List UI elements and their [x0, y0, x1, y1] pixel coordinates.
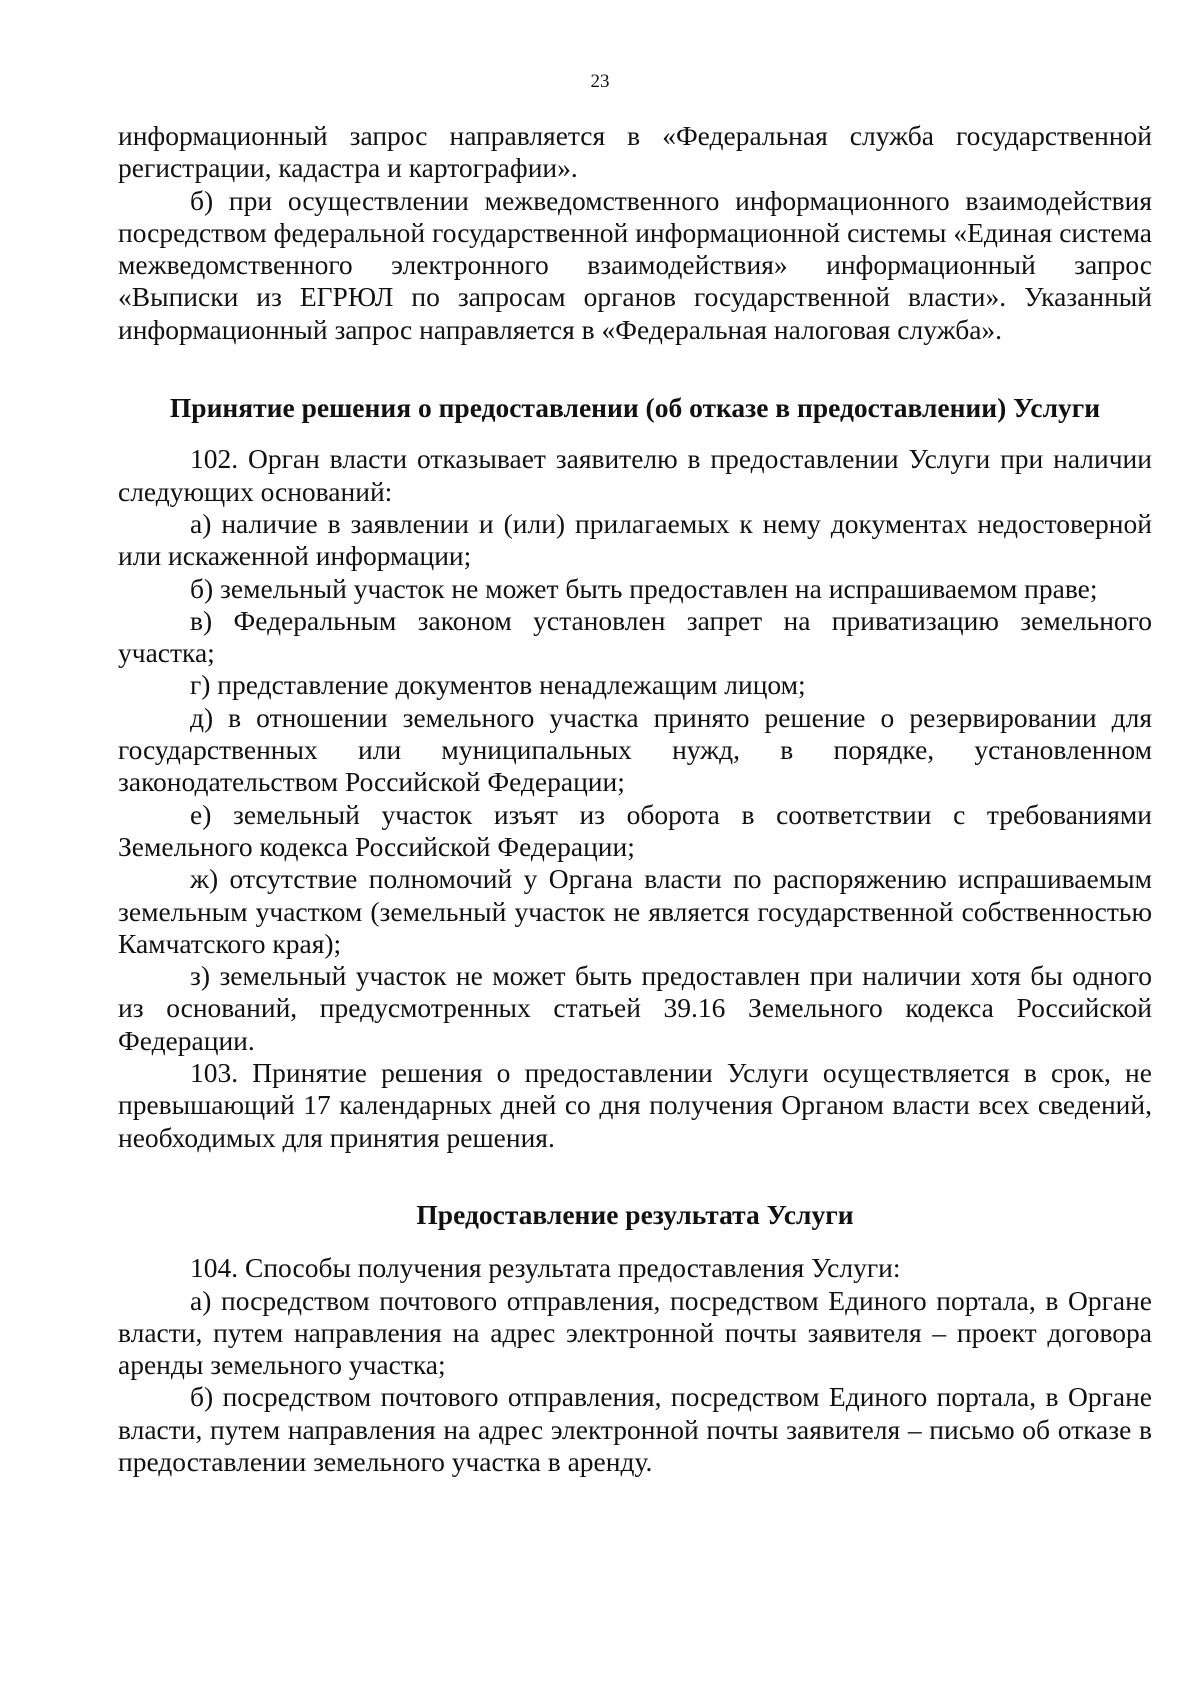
- paragraph-104: 104. Способы получения результата предоставления Услуги:: [190, 1252, 901, 1284]
- paragraph-item-b: б) земельный участок не может быть предоставлен на испрашиваемом праве;: [190, 572, 1098, 604]
- document-body: [118, 120, 1152, 1478]
- paragraph-item-e: е) земельный участок изъят из оборота в соответствии с требованиями Земельного кодекса Российской Федерации;: [118, 798, 1152, 862]
- paragraph-item-g: г) представление документов ненадлежащим лицом;: [190, 669, 806, 701]
- page-number: 23: [590, 71, 610, 92]
- spacer: [118, 424, 1152, 443]
- section-heading-decision: Принятие решения о предоставлении (об отказе в предоставлении) Услуги: [169, 392, 1101, 424]
- spacer: [118, 1231, 1152, 1252]
- paragraph-item-d: д) в отношении земельного участка принято решение о резервировании для государственных или муниципальных нужд, в порядке, установленном законодательством Российской Федерации;: [118, 701, 1152, 798]
- paragraph-item-z: з) земельный участок не может быть предоставлен при наличии хотя бы одного из оснований, предусмотренных статьей 39.16 Земельного кодекса Российской Федерации.: [118, 960, 1152, 1056]
- spacer: [118, 1154, 1152, 1199]
- paragraph-result-a: а) посредством почтового отправления, посредством Единого портала, в Органе власти, путем направления на адрес электронной почты заявителя – проект договора аренды земельного участка;: [118, 1284, 1152, 1381]
- paragraph-item-b-egrul: б) при осуществлении межведомственного информационного взаимодействия посредством федеральной государственной информационной системы «Единая система межведомственного электронного взаимодействия» информационный запрос «Выписки из ЕГРЮЛ по запросам органов государственной власти». Указанный информационный запрос направляется в «Федеральная налоговая служба».: [118, 184, 1152, 345]
- section-heading-result: Предоставление результата Услуги: [416, 1198, 854, 1230]
- spacer: [118, 346, 1152, 392]
- paragraph-result-b: б) посредством почтового отправления, посредством Единого портала, в Органе власти, путем направления на адрес электронной почты заявителя – письмо об отказе в предоставлении земельного участка в аренду.: [118, 1381, 1152, 1477]
- paragraph-item-a: а) наличие в заявлении и (или) прилагаемых к нему документах недостоверной или искаженной информации;: [118, 507, 1152, 572]
- paragraph-102: 102. Орган власти отказывает заявителю в предоставлении Услуги при наличии следующих оснований:: [118, 443, 1152, 507]
- paragraph-103: 103. Принятие решения о предоставлении Услуги осуществляется в срок, не превышающий 17 календарных дней со дня получения Органом власти всех сведений, необходимых для принятия решения.: [118, 1057, 1152, 1153]
- paragraph-continuation: информационный запрос направляется в «Федеральная служба государственной регистрации, кадастра и картографии».: [118, 120, 1152, 184]
- paragraph-item-zh: ж) отсутствие полномочий у Органа власти по распоряжению испрашиваемым земельным участком (земельный участок не является государственной собственностью Камчатского края);: [118, 863, 1152, 959]
- paragraph-item-v: в) Федеральным законом установлен запрет на приватизацию земельного участка;: [118, 604, 1152, 669]
